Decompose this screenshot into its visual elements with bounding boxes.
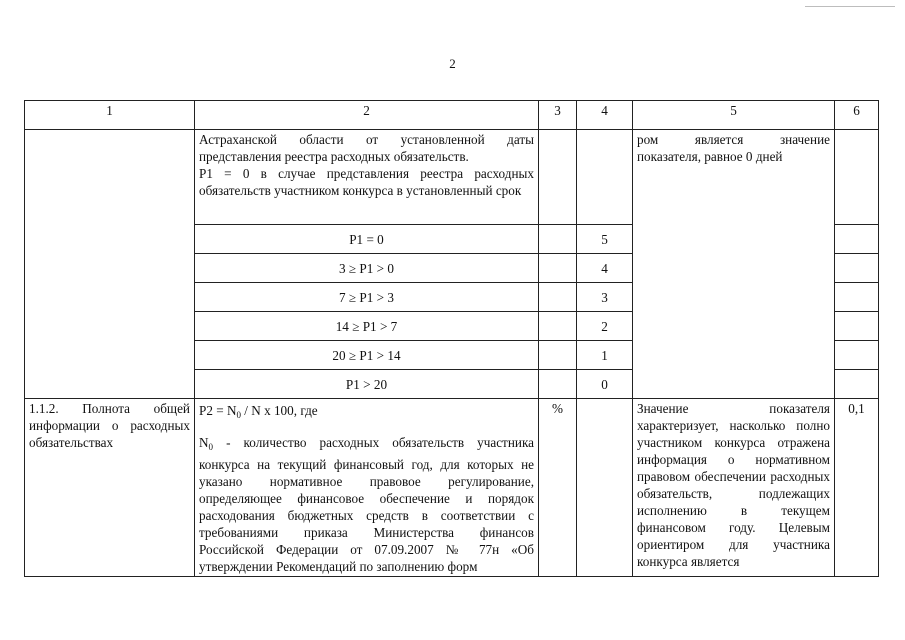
- score-value: 3: [577, 283, 633, 312]
- cont-col-4: [577, 130, 633, 225]
- formula-rhs: / N x 100, где: [240, 403, 318, 418]
- cont-col-5: ром является значение показателя, равное 0 дней: [633, 130, 835, 399]
- indicator-definition: [199, 434, 534, 575]
- indicator-formula: [199, 402, 534, 424]
- score-weight: [835, 370, 879, 399]
- indicator-name: 1.1.2. Полнота общей информации о расходных обязательствах: [25, 399, 195, 577]
- indicator-description: [195, 399, 539, 577]
- cont-col-6: [835, 130, 879, 225]
- indicator-score: [577, 399, 633, 577]
- formula-subscript: 0: [236, 410, 241, 420]
- indicator-unit: %: [539, 399, 577, 577]
- score-weight: [835, 283, 879, 312]
- score-weight: [835, 254, 879, 283]
- score-condition: 7 ≥ P1 > 3: [195, 283, 539, 312]
- header-col-2: 2: [195, 101, 539, 130]
- cont-col-3: [539, 130, 577, 225]
- score-value: 2: [577, 312, 633, 341]
- header-col-1: 1: [25, 101, 195, 130]
- definition-subscript: 0: [208, 442, 214, 452]
- indicator-weight: 0,1: [835, 399, 879, 577]
- score-unit: [539, 312, 577, 341]
- cont-col-1: [25, 130, 195, 399]
- header-col-3: 3: [539, 101, 577, 130]
- score-unit: [539, 225, 577, 254]
- header-row: [25, 101, 879, 130]
- page-number: 2: [449, 56, 456, 71]
- score-condition: 20 ≥ P1 > 14: [195, 341, 539, 370]
- score-unit: [539, 283, 577, 312]
- score-weight: [835, 341, 879, 370]
- score-value: 0: [577, 370, 633, 399]
- scan-line: [805, 6, 895, 7]
- score-unit: [539, 254, 577, 283]
- score-value: 5: [577, 225, 633, 254]
- scan-artifact-lines: [805, 6, 895, 7]
- formula-lhs: P2 = N: [199, 403, 237, 418]
- definition-symbol: N: [199, 435, 209, 450]
- score-condition: 3 ≥ P1 > 0: [195, 254, 539, 283]
- criteria-table: [24, 100, 879, 577]
- score-unit: [539, 341, 577, 370]
- cont-text-1: Астраханской области от установленной даты представления реестра расходных обязательств.: [199, 132, 534, 164]
- score-value: 4: [577, 254, 633, 283]
- score-condition: P1 > 20: [195, 370, 539, 399]
- score-weight: [835, 225, 879, 254]
- definition-text: - количество расходных обязательств участника конкурса на текущий финансовый год, для которых не указано нормативное правовое регулирование, определяющее финансовое обеспечение и порядок расходования бюджетных средств в соответствии с требованиями приказа Министерства финансов Российской Федерации от 07.09.2007 № 77н «Об утверждении Рекомендаций по заполнению форм: [199, 435, 534, 574]
- cont-col-2: [195, 130, 539, 225]
- score-condition: 14 ≥ P1 > 7: [195, 312, 539, 341]
- cont-text-2: P1 = 0 в случае представления реестра расходных обязательств участником конкурса в установленный срок: [199, 166, 534, 198]
- header-col-6: 6: [835, 101, 879, 130]
- indicator-comment: Значение показателя характеризует, насколько полно участником конкурса отражена информация о нормативном правовом обеспечении расходных обязательств, подлежащих исполнению в текущем финансовом году. Целевым ориентиром для участника конкурса является: [633, 399, 835, 577]
- score-condition: P1 = 0: [195, 225, 539, 254]
- header-col-5: 5: [633, 101, 835, 130]
- header-col-4: 4: [577, 101, 633, 130]
- score-unit: [539, 370, 577, 399]
- score-value: 1: [577, 341, 633, 370]
- continuation-row: [25, 130, 879, 225]
- score-weight: [835, 312, 879, 341]
- indicator-row: [25, 399, 879, 577]
